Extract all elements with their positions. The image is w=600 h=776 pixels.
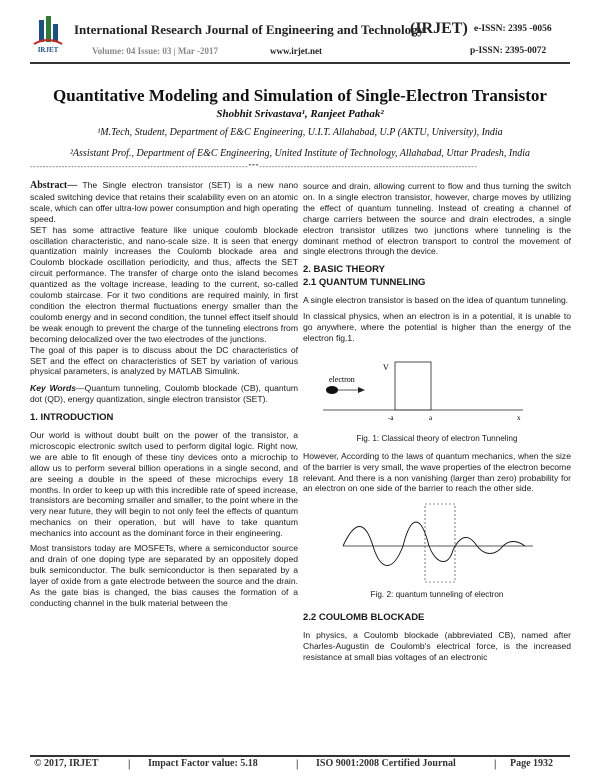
intro-continued: source and drain, allowing current to flow and thus turning the switch on. In a single electron transistor, however, charge moves by utilizing the effect of quantum tunneling. Instead of creating a channel of charge carriers between the source and drain electrodes, a single electron transistor utilizes two junctions where tunneling is the dominant method of electron transport to control the movement of single electrons through the device. xyxy=(303,181,571,257)
journal-website-link[interactable]: www.irjet.net xyxy=(270,46,322,56)
section-heading-coulomb-blockade: 2.2 COULOMB BLOCKADE xyxy=(303,612,425,624)
qt-p1: A single electron transistor is based on the idea of quantum tunneling. xyxy=(303,295,569,306)
journal-header xyxy=(0,0,600,66)
label-electron: electron xyxy=(329,374,355,384)
potential-barrier xyxy=(395,362,431,410)
abstract-p2: SET has some attractive feature like unique coulomb blockade oscillation characteristic, and nano-scale size. It is seen that energy quantization mainly increases the Coulomb blockade area and Coulomb blockade oscillation periodicity, and thus, affects the SET circuit performance. The transfer of charge onto the island becomes quantized as the voltage increase, leading to the current, so-called coulomb staircase. For it two conditions are required mainly, in first condition the electron thermal fluctuations energy smaller than the coulomb energy and in second condition, the tunnel effect itself should be weak enough to prevent the charge of the tunneling electrons from becoming delocalized over the two electrodes of the junctions. xyxy=(30,224,298,344)
abstract-label: Abstract— xyxy=(30,180,78,191)
section-heading-quantum-tunneling: 2.1 QUANTUM TUNNELING xyxy=(303,277,426,289)
label-v: V xyxy=(383,362,389,372)
figure-2-caption: Fig. 2: quantum tunneling of electron xyxy=(370,590,504,600)
electron-dot xyxy=(326,386,338,394)
volume-issue: Volume: 04 Issue: 03 | Mar -2017 xyxy=(92,46,218,56)
affiliation-2: ²Assistant Prof., Department of E&C Engineering, United Institute of Technology, Allahabad, Uttar Pradesh, India xyxy=(69,148,531,159)
header-divider xyxy=(30,62,570,64)
eissn: e-ISSN: 2395 -0056 xyxy=(474,24,552,34)
qt-p2: In classical physics, when an electron is in a potential, it is unable to go anywhere, where the potential is higher than the energy of the electron fig.1. xyxy=(303,311,571,343)
journal-abbr: (IRJET) xyxy=(410,20,468,37)
abstract-p1: Abstract— The Single electron transistor (SET) is a new nano scaled switching device that retains their scalability even on an atomic scale, which can offer ultra-low power consumption and high operating speed. xyxy=(30,180,298,224)
wave-function-curve xyxy=(343,522,525,566)
electron-arrowhead xyxy=(358,387,365,393)
abstract-p3: The goal of this paper is to discuss about the DC characteristics of SET and the effect on characteristics of SET by variation of various physical parameters, is analyzed by MATLAB Simulink. xyxy=(30,344,298,377)
intro-p1: Our world is without doubt built on the power of the transistor, a microscopic electronic switch used to perform digital logic. Right now, we are able to fit enough of these tiny devices onto a microchip to allow us to perform several billion operations in a single second, and are seeing a double in the speed of these microchips every 18 months. In order to keep up with this incredible rate of speed increase, transistors are becoming smaller and smaller, to the point where in the very near future, they will begin to not only feel the effects of quantum mechanics on their operation, but will have to take quantum mechanics into account as the dominant force in their engineering. xyxy=(30,430,298,539)
paper-authors: Shobhit Srivastava¹, Ranjeet Pathak² xyxy=(216,108,384,120)
qt-p3: However, According to the laws of quantum mechanics, when the size of the barrier is very small, the wave properties of the electron become relevant. And there is a non vanishing (larger than zero) probability for an electron on one side of the barrier to reach the other side. xyxy=(303,450,571,494)
keywords: Key Words—Quantum tunneling, Coulomb blockade (CB), quantum dot (QD), energy quantization, single electron transistor (SET). xyxy=(30,383,299,405)
intro-p2: Most transistors today are MOSFETs, where a semiconductor source and drain of one doping type are separated by an oppositely doped bulk semiconductor. The bulk semiconductor is then separated by a layer of oxide from a gate electrode between the source and the drain. As the gate bias is changed, the bias causes the formation of a conducting channel in the bulk material between the xyxy=(30,543,298,608)
affiliation-1: ¹M.Tech, Student, Department of E&C Engineering, U.I.T. Allahabad, U.P (AKTU, University), India xyxy=(97,127,503,138)
figure-1 xyxy=(303,350,571,430)
quantum-tunneling-diagram xyxy=(303,500,571,586)
footer-copyright: © 2017, IRJET xyxy=(34,758,99,769)
keywords-label: Key Words xyxy=(30,383,77,394)
paper-title: Quantitative Modeling and Simulation of Single-Electron Transistor xyxy=(53,86,547,105)
figure-1-caption: Fig. 1: Classical theory of electron Tunneling xyxy=(356,433,518,443)
right-column xyxy=(303,181,571,663)
logo-text: IRJET xyxy=(37,46,59,54)
left-column xyxy=(30,180,298,609)
journal-name: International Research Journal of Engineering and Technology xyxy=(74,22,425,37)
classical-tunneling-diagram xyxy=(303,350,571,430)
footer-impact-factor: Impact Factor value: 5.18 xyxy=(148,758,258,769)
footer-iso: ISO 9001:2008 Certified Journal xyxy=(316,758,456,769)
footer-divider xyxy=(30,755,570,757)
section-separator: ---------------------------------------------------------------------***--------------------------------------------------------------------- xyxy=(30,164,478,170)
pissn: p-ISSN: 2395-0072 xyxy=(470,46,547,56)
label-x: x xyxy=(517,413,521,422)
footer-page-number: Page 1932 xyxy=(510,758,554,769)
label-neg-a: -a xyxy=(388,413,394,422)
section-heading-basic-theory: 2. BASIC THEORY xyxy=(303,264,385,276)
section-heading-introduction: 1. INTRODUCTION xyxy=(30,412,114,424)
figure-2 xyxy=(303,500,571,586)
barrier-region xyxy=(425,504,455,582)
cb-p1: In physics, a Coulomb blockade (abbreviated CB), named after Charles-Augustin de Coulomb's electrical force, is the increased resistance at small bias voltages of an electronic xyxy=(303,630,571,662)
label-a: a xyxy=(429,413,433,422)
